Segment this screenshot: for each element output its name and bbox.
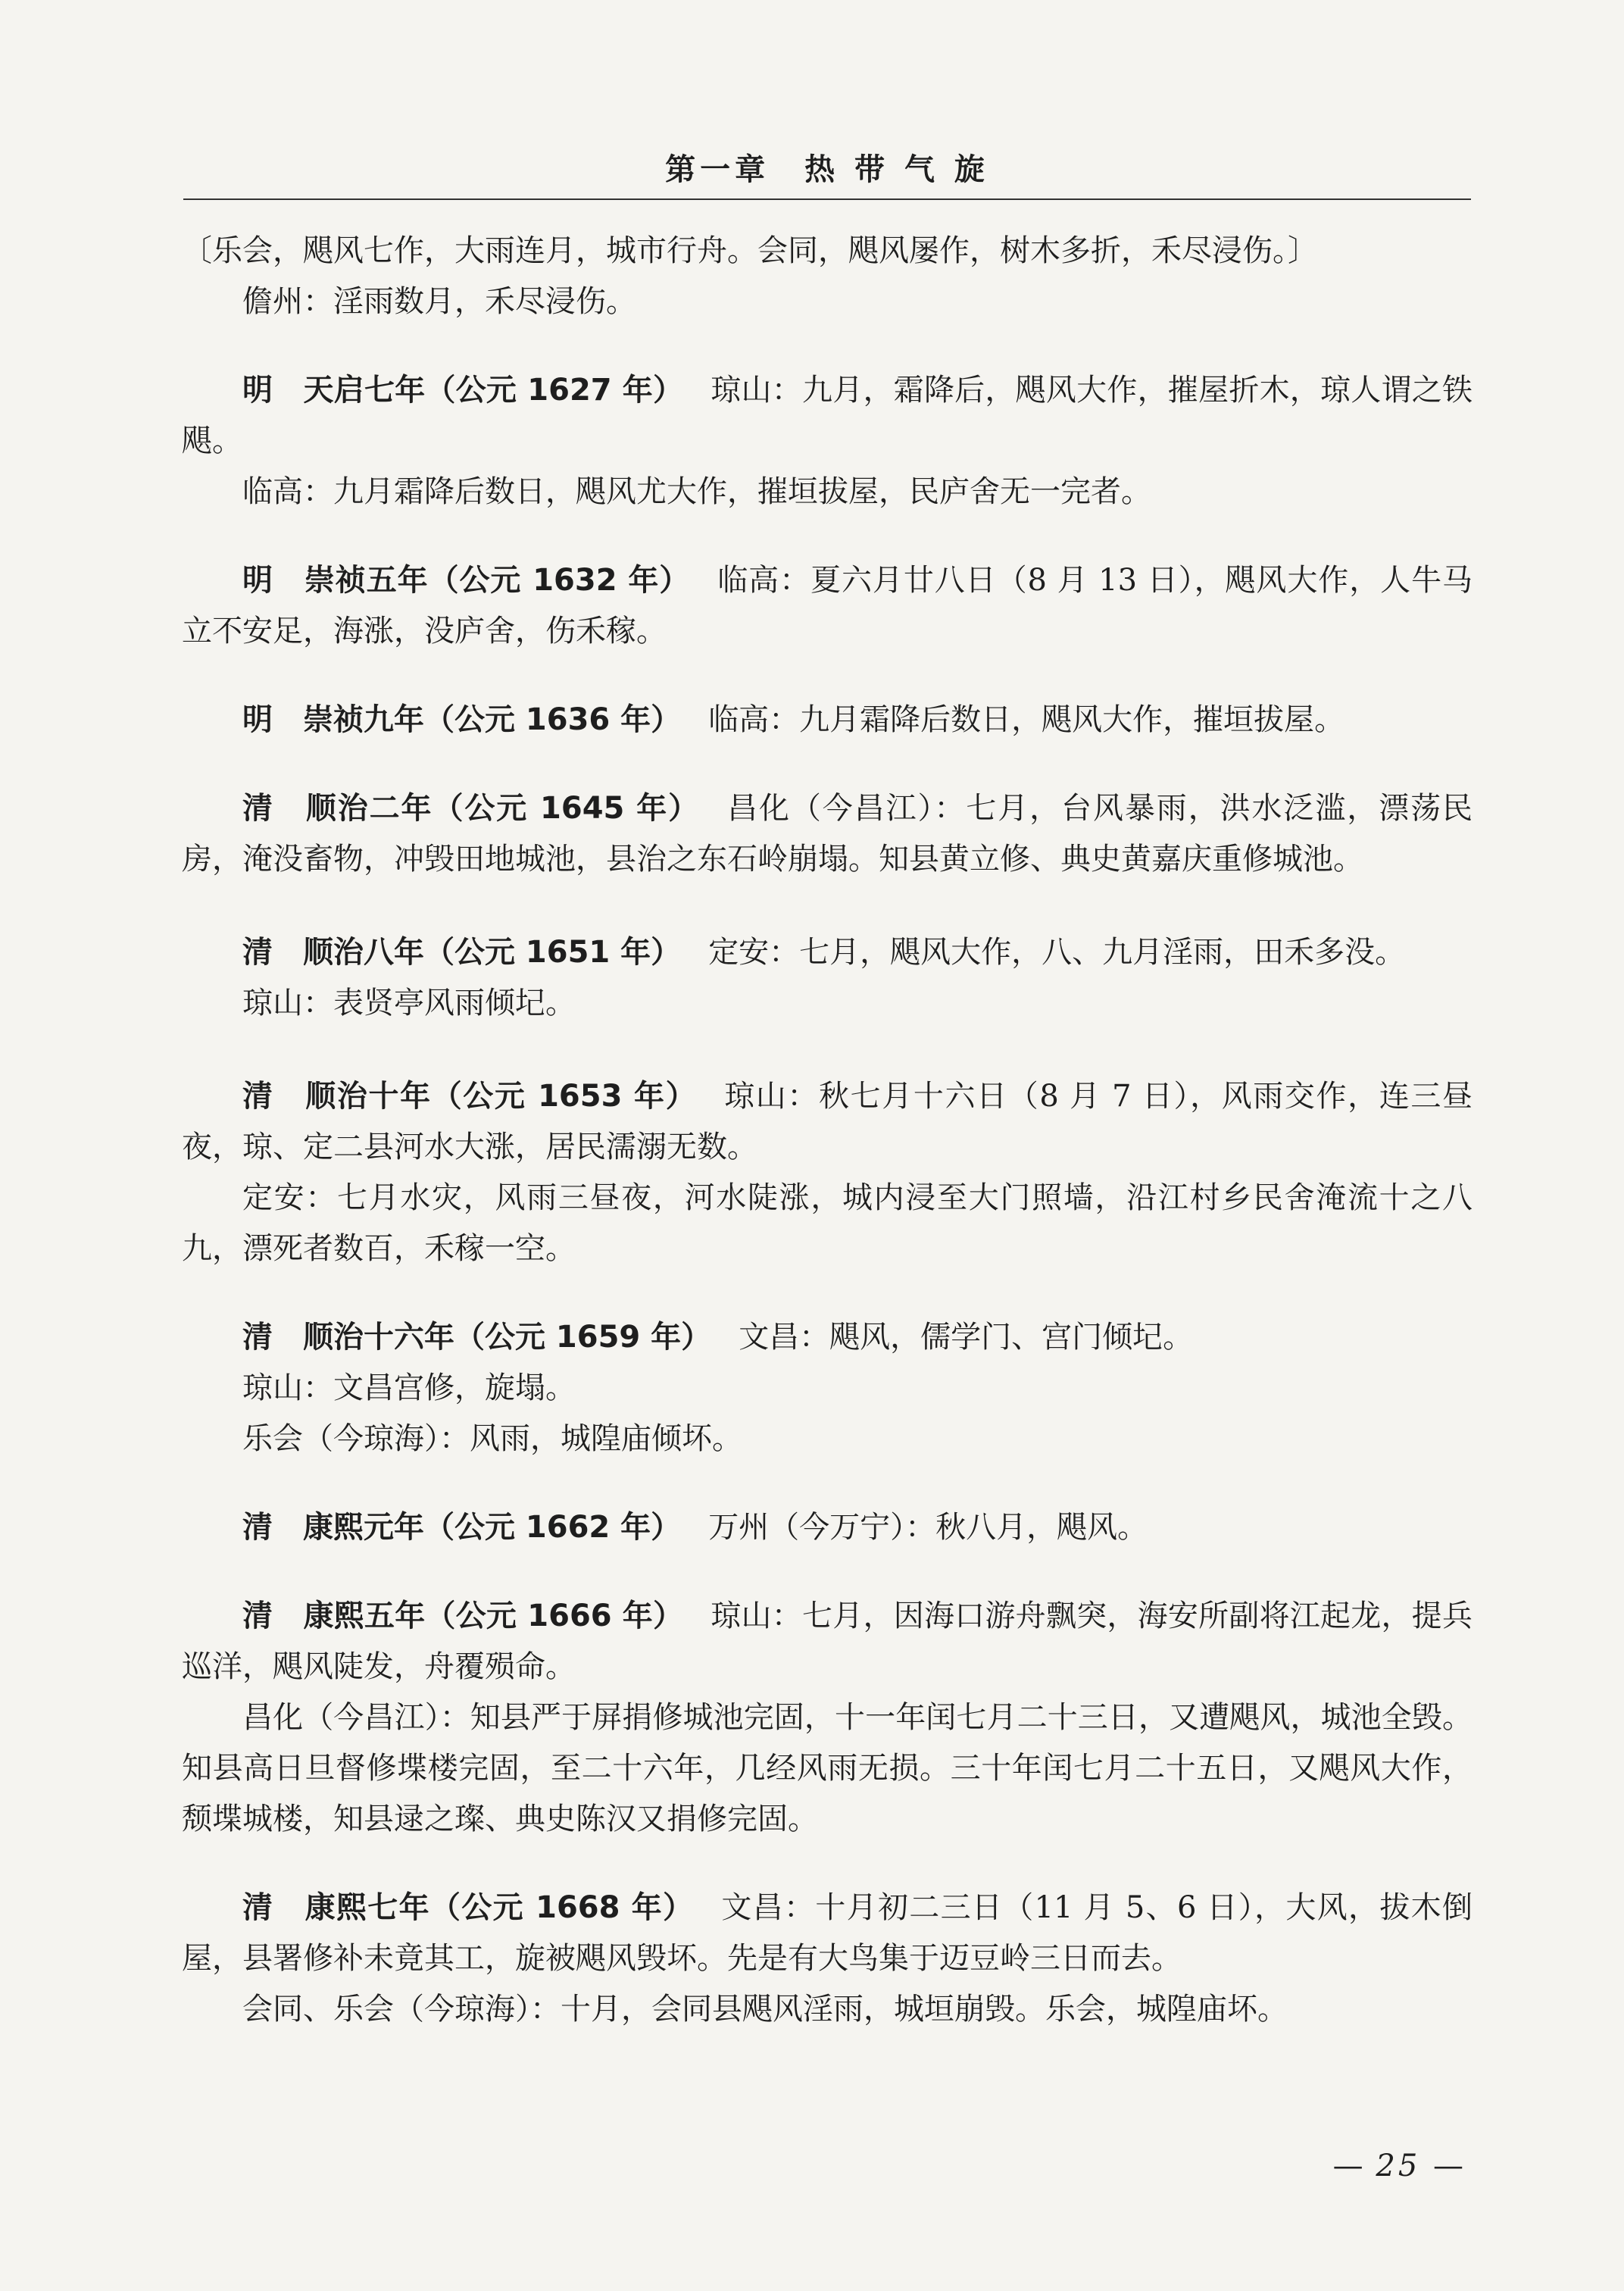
paragraph: 琼山：表贤亭风雨倾圮。 (242, 986, 576, 1020)
entry-1666 (182, 1591, 1473, 1845)
entry-first-paragraph (182, 1312, 1473, 1363)
page-number (1333, 2149, 1463, 2183)
entry-1653 (182, 1071, 1473, 1274)
entry-text: 文昌：十月初二三日（11 月 5、6 日），大风，拔木倒屋，县署修补未竟其工，旋被飓风毁坏。先是有大鸟集于迈豆岭三日而去。 (182, 1890, 1473, 1976)
paragraph: 会同、乐会（今琼海）：十月，会同县飓风淫雨，城垣崩毁。乐会，城隍庙坏。 (242, 1992, 1288, 2027)
entry-heading: 清 康熙五年（公元 1666 年） (242, 1599, 684, 1633)
opening-block (182, 226, 1473, 327)
entry-text: 临高：九月霜降后数日，飓风大作，摧垣拔屋。 (708, 702, 1345, 737)
entry-first-paragraph (182, 365, 1473, 467)
entry-heading: 清 康熙元年（公元 1662 年） (242, 1510, 682, 1545)
paragraph: 定安：七月水灾，风雨三昼夜，河水陡涨，城内浸至大门照墙，沿江村乡民舍淹流十之八九，漂死者数百，禾稼一空。 (182, 1180, 1473, 1266)
entry-text: 临高：夏六月廿八日（8 月 13 日），飓风大作，人牛马立不安足，海涨，没庐舍，伤禾稼。 (182, 563, 1473, 649)
entry-heading: 清 顺治二年（公元 1645 年） (242, 791, 701, 826)
entry-text: 琼山：九月，霜降后，飓风大作，摧屋折木，琼人谓之铁飓。 (182, 373, 1473, 458)
entry-text: 万州（今万宁）：秋八月，飓风。 (708, 1510, 1148, 1545)
entry-heading: 明 崇祯九年（公元 1636 年） (242, 702, 682, 737)
entry-1632 (182, 555, 1473, 657)
entry-first-paragraph (182, 695, 1473, 745)
entry-first-paragraph (182, 1883, 1473, 1984)
entry-first-paragraph (182, 555, 1473, 657)
entry-text: 琼山：七月，因海口游舟飘突，海安所副将江起龙，提兵巡洋，飓风陡发，舟覆殒命。 (182, 1599, 1473, 1684)
entry-heading: 清 康熙七年（公元 1668 年） (242, 1890, 695, 1925)
entry-first-paragraph (182, 1071, 1473, 1173)
page-body (182, 226, 1473, 2035)
entry-heading: 清 顺治八年（公元 1651 年） (242, 935, 682, 970)
entry-heading: 清 顺治十年（公元 1653 年） (242, 1079, 698, 1114)
entry-first-paragraph (182, 1502, 1473, 1553)
paragraph: 琼山：文昌宫修，旋塌。 (242, 1371, 576, 1405)
entry-text: 文昌：飓风，儒学门、宫门倾圮。 (739, 1320, 1194, 1355)
entry-1627 (182, 365, 1473, 517)
entry-first-paragraph (182, 927, 1473, 978)
entry-heading: 清 顺治十六年（公元 1659 年） (242, 1320, 712, 1355)
entry-heading: 明 崇祯五年（公元 1632 年） (242, 563, 691, 598)
chapter-title: 第一章 热 带 气 旋 (665, 152, 989, 187)
paragraph: 乐会（今琼海）：风雨，城隍庙倾坏。 (242, 1421, 742, 1456)
page-number-value: 25 (1376, 2149, 1421, 2183)
paragraph: 昌化（今昌江）：知县严于屏捐修城池完固，十一年闰七月二十三日，又遭飓风，城池全毁。知县高日旦督修堞楼完固，至二十六年，几经风雨无损。三十年闰七月二十五日，又飓风大作，颓堞城楼，知县逯之璨、典史陈汉又捐修完固。 (182, 1700, 1473, 1836)
entry-1659 (182, 1312, 1473, 1464)
entry-text: 琼山：秋七月十六日（8 月 7 日），风雨交作，连三昼夜，琼、定二县河水大涨，居民濡溺无数。 (182, 1079, 1473, 1164)
entry-first-paragraph (182, 783, 1473, 885)
entry-heading: 明 天启七年（公元 1627 年） (242, 373, 684, 408)
entry-1651 (182, 927, 1473, 1029)
entry-1668 (182, 1883, 1473, 2035)
paragraph: 〔乐会，飓风七作，大雨连月，城市行舟。会同，飓风屡作，树木多折，禾尽浸伤。〕 (182, 233, 1318, 268)
entry-text: 昌化（今昌江）：七月，台风暴雨，洪水泛滥，漂荡民房，淹没畜物，冲毁田地城池，县治之东石岭崩塌。知县黄立修、典史黄嘉庆重修城池。 (182, 791, 1473, 877)
entry-1662 (182, 1502, 1473, 1553)
page-number-dash-left: — (1332, 2149, 1363, 2183)
running-header (183, 136, 1471, 200)
entry-1645 (182, 783, 1473, 885)
paragraph: 临高：九月霜降后数日，飓风尤大作，摧垣拔屋，民庐舍无一完者。 (242, 474, 1151, 509)
entry-text: 定安：七月，飓风大作，八、九月淫雨，田禾多没。 (708, 935, 1406, 970)
entry-first-paragraph (182, 1591, 1473, 1692)
page-number-dash-right: — (1433, 2149, 1463, 2183)
paragraph: 儋州：淫雨数月，禾尽浸伤。 (242, 284, 636, 319)
entry-1636 (182, 695, 1473, 745)
